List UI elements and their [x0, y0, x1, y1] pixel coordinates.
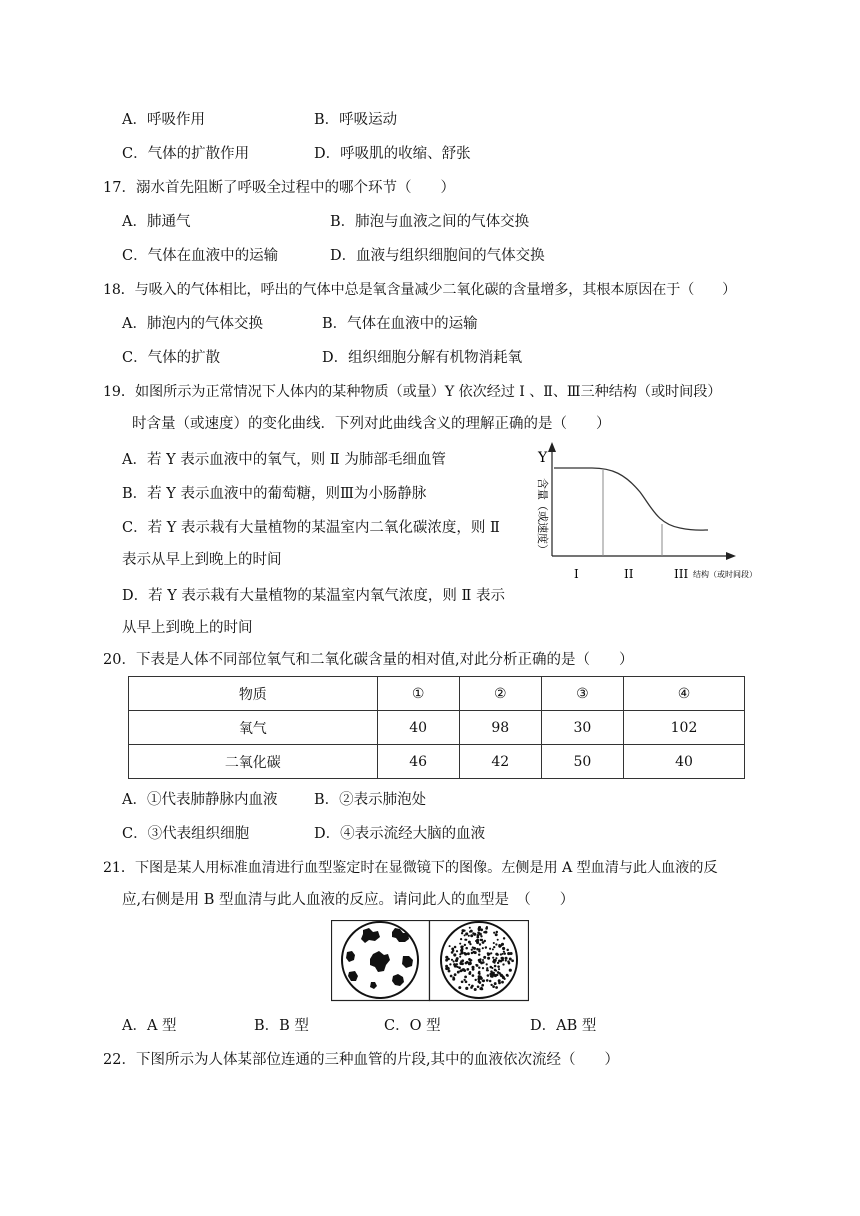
q20-option-d: D．④表示流经大脑的血液 [314, 826, 486, 842]
cell-dot [478, 966, 480, 968]
q18-option-d: D．组织细胞分解有机物消耗氧 [322, 350, 523, 366]
cell-dot [498, 982, 501, 985]
cell-dot [480, 961, 483, 964]
cell-dot [449, 945, 451, 947]
cell-dot [493, 946, 495, 948]
x-label-1: I [574, 567, 579, 581]
cell-dot [451, 947, 454, 950]
q19-option-c-line1: C．若 Y 表示栽有大量植物的某温室内二氧化碳浓度，则 Ⅱ [122, 520, 500, 536]
y-curve [554, 468, 708, 530]
cell-dot [504, 953, 506, 955]
cell-dot [453, 963, 456, 966]
y-axis-letter: Y [538, 450, 548, 466]
q18-option-a: A．肺泡内的气体交换 [122, 316, 263, 332]
cell-dot [482, 959, 484, 961]
cell-dot [488, 953, 491, 956]
cell-dot [464, 953, 467, 956]
table-row [129, 745, 745, 779]
q20-option-c: C．③代表组织细胞 [122, 826, 250, 842]
cell-dot [495, 943, 497, 945]
cell-dot [502, 963, 504, 965]
cell-dot [464, 944, 466, 946]
cell-dot [483, 956, 486, 959]
cell-dot [456, 963, 458, 965]
cell-dot [478, 948, 480, 950]
x-label-2: II [624, 567, 634, 581]
cell-dot [505, 960, 507, 962]
q21-option-c: C．O 型 [384, 1018, 441, 1034]
table-cell: 40 [377, 711, 459, 745]
cell-dot [460, 960, 462, 962]
cell-dot [470, 934, 473, 937]
cell-dot [497, 939, 499, 941]
cell-dot [471, 949, 473, 951]
q17-option-c: C．气体在血液中的运输 [122, 248, 279, 264]
cell-dot [508, 962, 510, 964]
cell-dot [468, 984, 470, 986]
cell-dot [448, 970, 451, 973]
q16-option-d: D．呼吸肌的收缩、舒张 [314, 146, 471, 162]
q18-stem: 18．与吸入的气体相比，呼出的气体中总是氧含量减少二氧化碳的含量增多，其根本原因在于（ ） [103, 282, 737, 298]
cell-dot [459, 969, 462, 972]
cell-dot [469, 971, 471, 973]
cell-dot [452, 976, 455, 979]
cell-dot [482, 947, 484, 949]
cell-dot [486, 963, 488, 965]
q19-stem-line1: 19．如图所示为正常情况下人体内的某种物质（或量）Y 依次经过 Ⅰ 、Ⅱ、Ⅲ三种结构（或时间段） [103, 384, 722, 400]
table-cell: 50 [541, 745, 623, 779]
q17-option-b: B．肺泡与血液之间的气体交换 [330, 214, 530, 230]
cell-dot [479, 958, 481, 960]
cell-dot [479, 976, 481, 978]
q20-stem: 20．下表是人体不同部位氧气和二氧化碳含量的相对值,对此分析正确的是（ ） [103, 652, 634, 668]
cell-dot [456, 950, 458, 952]
q19-option-a: A．若 Y 表示血液中的氧气，则 Ⅱ 为肺部毛细血管 [122, 452, 446, 468]
q21-option-a: A．A 型 [122, 1018, 177, 1034]
table-header-row [129, 677, 745, 711]
cell-dot [472, 974, 475, 977]
cell-dot [480, 935, 482, 937]
cell-dot [479, 933, 482, 936]
cell-dot [473, 933, 476, 936]
cell-dot [494, 965, 497, 968]
cell-dot [463, 979, 465, 981]
cell-dot [492, 985, 495, 988]
cell-dot [509, 952, 511, 954]
cell-dot [468, 935, 470, 937]
cell-dot [495, 970, 497, 972]
q19-stem-line2: 时含量（或速度）的变化曲线．下列对此曲线含义的理解正确的是（ ） [132, 416, 611, 432]
q17-option-a: A．肺通气 [122, 214, 191, 230]
cell-dot [451, 951, 454, 954]
cell-dot [465, 947, 468, 950]
q19-option-b: B．若 Y 表示血液中的葡萄糖，则Ⅲ为小肠静脉 [122, 486, 427, 502]
cell-dot [491, 967, 493, 969]
q17-option-d: D．血液与组织细胞间的气体交换 [330, 248, 545, 264]
cell-dot [489, 973, 492, 976]
table-cell: 102 [624, 711, 745, 745]
cell-dot [486, 969, 488, 971]
cell-dot [482, 967, 484, 969]
cell-dot [509, 969, 512, 972]
cell-dot [489, 980, 492, 983]
cell-dot [464, 939, 466, 941]
q19-option-c-line2: 表示从早上到晚上的时间 [122, 552, 282, 568]
cell-dot [445, 965, 448, 968]
cell-dot [451, 959, 453, 961]
cell-dot [482, 941, 485, 944]
cell-dot [503, 978, 505, 980]
cell-dot [471, 985, 474, 988]
cell-dot [486, 926, 488, 928]
cell-dot [478, 980, 481, 983]
cell-dot [479, 987, 482, 990]
cell-dot [459, 943, 461, 945]
cell-dot [464, 934, 466, 936]
gas-content-table [128, 676, 745, 779]
cell-dot [492, 957, 494, 959]
cell-dot [479, 943, 481, 945]
cell-dot [478, 953, 480, 955]
q16-option-c: C．气体的扩散作用 [122, 146, 250, 162]
cell-dot [503, 951, 505, 953]
cell-dot [493, 942, 495, 944]
cell-dot [445, 956, 448, 959]
cell-dot [509, 958, 512, 961]
cell-dot [467, 952, 470, 955]
y-axis-label: 含量（或速度） [536, 478, 549, 555]
cell-dot [459, 956, 461, 958]
cell-dot [458, 966, 461, 969]
cell-dot [473, 947, 476, 950]
cell-dot [475, 964, 477, 966]
q18-option-b: B．气体在血液中的运输 [322, 316, 478, 332]
cell-dot [461, 932, 463, 934]
cell-dot [482, 980, 484, 982]
cell-dot [465, 987, 468, 990]
cell-dot [465, 962, 468, 965]
cell-dot [495, 986, 498, 989]
cell-dot [463, 929, 465, 931]
cell-dot [501, 957, 504, 960]
cell-dot [498, 944, 501, 947]
cell-dot [456, 957, 459, 960]
cell-dot [470, 930, 473, 933]
blood-type-microscope-figure [331, 920, 529, 1002]
cell-dot [505, 957, 507, 959]
cell-dot [484, 931, 487, 934]
cell-dot [464, 976, 467, 979]
cell-dot [474, 988, 477, 991]
cell-dot [501, 981, 504, 984]
cell-dot [477, 934, 480, 937]
cell-dot [472, 968, 475, 971]
cell-dot [489, 948, 491, 950]
cell-dot [468, 941, 471, 944]
cell-dot [462, 945, 464, 947]
x-axis-arrow [726, 552, 736, 560]
q19-option-d-line1: D．若 Y 表示栽有大量植物的某温室内氧气浓度，则 Ⅱ 表示 [122, 588, 505, 604]
cell-dot [496, 974, 499, 977]
table-cell: 30 [541, 711, 623, 745]
cell-dot [475, 940, 477, 942]
table-cell: 氧气 [129, 711, 378, 745]
cell-dot [497, 965, 500, 968]
cell-dot [454, 946, 457, 949]
cell-dot [469, 962, 472, 965]
cell-dot [506, 949, 509, 952]
cell-dot [485, 946, 487, 948]
table-cell: 二氧化碳 [129, 745, 378, 779]
cell-dot [486, 979, 489, 982]
x-label-3: III [674, 567, 689, 581]
cell-dot [494, 959, 497, 962]
q20-option-b: B．②表示肺泡处 [314, 792, 427, 808]
cell-dot [495, 953, 498, 956]
cell-dot [480, 928, 483, 931]
cell-dot [501, 943, 504, 946]
cell-dot [511, 959, 514, 962]
q22-stem: 22．下图所示为人体某部位连通的三种血管的片段,其中的血液依次流经（ ） [103, 1052, 620, 1068]
cell-dot [457, 971, 460, 974]
table-cell: 物质 [129, 677, 378, 711]
table-row [129, 711, 745, 745]
q17-stem: 17．溺水首先阻断了呼吸全过程中的哪个环节（ ） [103, 180, 455, 196]
cell-dot [477, 977, 480, 980]
q21-stem-line2: 应,右侧是用 B 型血清与此人血液的反应。请问此人的血型是 （ ） [122, 892, 575, 908]
cell-dot [471, 952, 473, 954]
cell-dot [495, 933, 498, 936]
cell-dot [493, 932, 495, 934]
cell-dot [469, 927, 471, 929]
cell-dot [474, 951, 477, 954]
cell-dot [496, 931, 498, 933]
cell-dot [461, 951, 463, 953]
q16-option-b: B．呼吸运动 [314, 112, 398, 128]
q20-option-a: A．①代表肺静脉内血液 [122, 792, 278, 808]
y-axis-arrow [548, 442, 556, 452]
cell-dot [465, 932, 468, 935]
cell-dot [500, 953, 502, 955]
cell-dot [461, 980, 464, 983]
cell-dot [466, 968, 469, 971]
cell-dot [494, 982, 497, 985]
q16-option-a: A．呼吸作用 [122, 112, 205, 128]
cell-dot [500, 960, 503, 963]
table-cell: 40 [624, 745, 745, 779]
cell-dot [480, 939, 482, 941]
q21-option-d: D．AB 型 [530, 1018, 597, 1034]
cell-dot [507, 975, 509, 977]
cell-dot [477, 986, 479, 988]
cell-dot [449, 963, 451, 965]
table-cell: ③ [541, 677, 623, 711]
cell-dot [460, 938, 462, 940]
q19-curve-graph [530, 440, 790, 585]
cell-dot [487, 974, 490, 977]
table-cell: ① [377, 677, 459, 711]
cell-dot [458, 986, 461, 989]
q19-option-d-line2: 从早上到晚上的时间 [122, 620, 253, 636]
cell-dot [463, 969, 466, 972]
cell-dot [454, 973, 457, 976]
cell-dot [492, 948, 494, 950]
table-cell: 42 [459, 745, 541, 779]
cell-dot [481, 984, 484, 987]
cell-dot [502, 947, 505, 950]
table-cell: 98 [459, 711, 541, 745]
cell-dot [478, 926, 481, 929]
table-cell: ④ [624, 677, 745, 711]
cell-dot [469, 960, 471, 962]
cell-dot [498, 968, 500, 970]
cell-dot [478, 972, 481, 975]
q21-stem-line1: 21．下图是某人用标准血清进行血型鉴定时在显微镜下的图像。左侧是用 A 型血清与此人血液的反 [103, 860, 718, 876]
q18-option-c: C．气体的扩散 [122, 350, 221, 366]
cell-dot [490, 984, 492, 986]
q21-option-b: B．B 型 [254, 1018, 309, 1034]
cell-dot [486, 967, 488, 969]
cell-dot [453, 953, 456, 956]
cell-dot [450, 975, 453, 978]
cell-dot [453, 960, 455, 962]
x-axis-label: 结构（或时间段） [693, 570, 757, 579]
table-cell: ② [459, 677, 541, 711]
cell-dot [493, 961, 495, 963]
cell-dot [503, 937, 505, 939]
table-cell: 46 [377, 745, 459, 779]
cell-dot [475, 979, 477, 981]
cell-dot [487, 957, 490, 960]
